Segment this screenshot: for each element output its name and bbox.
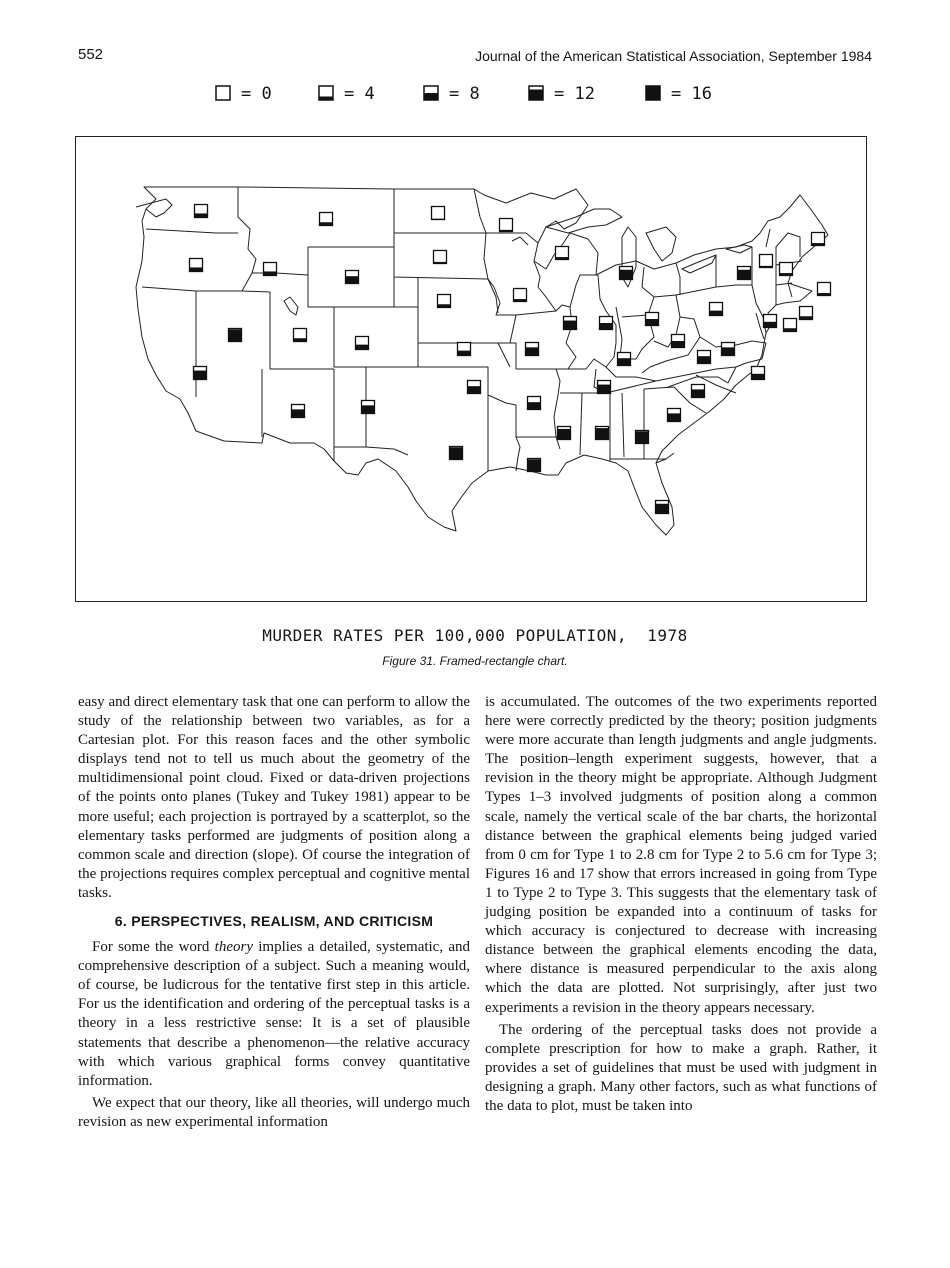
rate-fill-il bbox=[564, 321, 577, 330]
rate-fill-nm bbox=[362, 405, 375, 413]
rate-fill-mo bbox=[526, 347, 539, 355]
rate-marker-wv bbox=[672, 335, 685, 348]
rate-fill-wi bbox=[556, 257, 569, 259]
paragraph: For some the word theory implies a detailed, systematic, and comprehensive description of a subject. Such a meaning would, of course, be ludicrous for the tentative first step in this article. For us the identification and ordering of the perceptual tasks is a theory in a less restrictive sense: It is a set of plausible statements that describe a phenomenon—the relative accuracy with which various graphical forms convey quantitative information. bbox=[78, 939, 470, 1089]
rate-marker-tx bbox=[450, 447, 463, 460]
rate-marker-mt bbox=[320, 213, 333, 226]
rate-marker-az bbox=[292, 405, 305, 418]
rate-marker-va bbox=[698, 351, 711, 364]
rate-marker-ga bbox=[636, 431, 649, 444]
rate-marker-la bbox=[528, 459, 541, 472]
paragraph: is accumulated. The outcomes of the two experiments reported here were correctly predicted by the theory; position judgments were more accurate than length judgments and angle judgments. The position–length experiment suggests, however, that a revision in the theory might be appropriate. Although Judgment Types 1–3 involved judgments of position along a common scale, namely the vertical scale of the bar charts, the horizontal distance between the graphical elements being judged varied from 0 cm for Type 1 to 2.8 cm for Type 2 to 5.6 cm for Type 3; Figures 16 and 17 show that errors increased in going from Type 1 to Type 2 to Type 3. This suggests that the elementary task of judging position be expanded into a continuum of tasks for which accuracy is conjectured to decrease with increasing distance between the graphical elements encoding the data, where distance is measured perpendicular to the axis along which the data are plotted. Not surprisingly, after just two experiments a revision in the theory appears necessary. bbox=[485, 694, 877, 1016]
section-heading: 6. PERSPECTIVES, REALISM, AND CRITICISM bbox=[114, 913, 434, 930]
state-boundaries bbox=[136, 187, 828, 535]
rate-marker-ks bbox=[458, 343, 471, 356]
rate-fill-ok bbox=[468, 386, 481, 393]
rate-fill-ga bbox=[636, 431, 649, 443]
rate-marker-mo bbox=[526, 343, 539, 356]
rate-fill-mn bbox=[500, 230, 513, 232]
rate-marker-al bbox=[596, 427, 609, 440]
rate-fill-ca bbox=[194, 371, 207, 380]
rate-marker-ut bbox=[294, 329, 307, 342]
legend-swatch-4 bbox=[318, 85, 336, 103]
rate-fill-wa bbox=[195, 213, 208, 217]
rate-fill-nj bbox=[764, 322, 777, 328]
rate-marker-il bbox=[564, 317, 577, 330]
rate-marker-ia bbox=[514, 289, 527, 302]
rate-marker-de bbox=[752, 367, 765, 380]
rate-marker-ok bbox=[468, 381, 481, 394]
rate-fill-sd bbox=[434, 262, 447, 264]
rate-fill-ia bbox=[514, 299, 527, 301]
rate-fill-ms bbox=[558, 429, 571, 440]
rate-marker-ri bbox=[800, 307, 813, 320]
rate-fill-ky bbox=[618, 358, 631, 365]
rate-fill-or bbox=[190, 267, 203, 271]
rate-fill-al bbox=[596, 428, 609, 439]
body-column-left bbox=[78, 693, 470, 1135]
rate-fill-ks bbox=[458, 351, 471, 356]
running-head: Journal of the American Statistical Association, September 1984 bbox=[475, 48, 872, 64]
rate-fill-wv bbox=[672, 341, 685, 348]
rate-marker-id bbox=[264, 263, 277, 276]
rate-fill-co bbox=[356, 345, 369, 350]
rate-marker-fl bbox=[656, 501, 669, 514]
rate-fill-ny bbox=[738, 270, 751, 280]
rate-marker-ms bbox=[558, 427, 571, 440]
rate-fill-oh bbox=[646, 319, 659, 326]
rate-fill-ct bbox=[784, 328, 797, 331]
rate-marker-oh bbox=[646, 313, 659, 326]
legend-label: = 16 bbox=[671, 84, 712, 104]
us-outline bbox=[136, 187, 828, 535]
rate-fill-fl bbox=[656, 504, 669, 514]
rate-fill-la bbox=[528, 459, 541, 471]
rate-fill-id bbox=[264, 271, 277, 275]
legend-swatch-12 bbox=[528, 85, 546, 103]
rate-marker-or bbox=[190, 259, 203, 272]
rate-marker-sc bbox=[668, 409, 681, 422]
chart-title: MURDER RATES PER 100,000 POPULATION, 1978 bbox=[262, 626, 688, 645]
rate-marker-ma bbox=[818, 283, 831, 296]
rate-marker-mn bbox=[500, 219, 513, 232]
paragraph: The ordering of the perceptual tasks does not provide a complete prescription for how to make a graph. Rather, it provides a set of guidelines that must be used with judgment in designing a graph. Many other factors, such as what functions of the data to plot, must be taken into bbox=[485, 1021, 877, 1114]
page-number: 552 bbox=[78, 46, 104, 63]
rate-fill-ne bbox=[438, 304, 451, 307]
rate-fill-sc bbox=[668, 413, 681, 421]
rate-marker-nd bbox=[432, 207, 445, 220]
rate-fill-me bbox=[812, 243, 825, 245]
rate-marker-wa bbox=[195, 205, 208, 218]
rate-marker-nh bbox=[780, 263, 793, 276]
rate-fill-ar bbox=[528, 402, 541, 409]
rate-marker-mi bbox=[620, 267, 633, 280]
rate-marker-me bbox=[812, 233, 825, 246]
rate-marker-md bbox=[722, 343, 735, 356]
legend-label: = 0 bbox=[241, 84, 272, 104]
rate-fill-nd bbox=[432, 219, 445, 220]
legend-label: = 12 bbox=[554, 84, 595, 104]
rate-fill-tx bbox=[450, 447, 463, 459]
rate-fill-nv bbox=[229, 329, 242, 341]
rate-fill-az bbox=[292, 409, 305, 417]
rate-fill-ut bbox=[294, 338, 307, 341]
rate-marker-nc bbox=[692, 385, 705, 398]
rate-fill-mt bbox=[320, 222, 333, 225]
rate-marker-nv bbox=[229, 329, 242, 342]
rate-marker-nm bbox=[362, 401, 375, 414]
rate-marker-ny bbox=[738, 267, 751, 280]
rate-fill-in bbox=[600, 323, 613, 330]
rate-marker-in bbox=[600, 317, 613, 330]
rate-fill-nc bbox=[692, 389, 705, 397]
rate-fill-nh bbox=[780, 273, 793, 275]
legend-label: = 8 bbox=[449, 84, 480, 104]
rate-fill-va bbox=[698, 356, 711, 363]
rate-marker-ne bbox=[438, 295, 451, 308]
rate-marker-sd bbox=[434, 251, 447, 264]
rate-fill-de bbox=[752, 374, 765, 380]
rate-marker-co bbox=[356, 337, 369, 350]
rate-marker-nj bbox=[764, 315, 777, 328]
rate-marker-ca bbox=[194, 367, 207, 380]
rate-marker-wy bbox=[346, 271, 359, 284]
rate-fill-wy bbox=[346, 276, 359, 283]
rate-fill-ri bbox=[800, 316, 813, 319]
chart-legend bbox=[215, 84, 755, 106]
legend-swatch-16 bbox=[645, 85, 663, 103]
map-frame bbox=[75, 136, 867, 602]
rate-fill-mi bbox=[620, 270, 633, 280]
rate-marker-tn bbox=[598, 381, 611, 394]
rate-fill-tn bbox=[598, 385, 611, 394]
paragraph: easy and direct elementary task that one can perform to allow the study of the relationship between two variables, as for a Cartesian plot. For this reason faces and the other symbolic displays tend not to tell us much about the geometry of the multidimensional point cloud. Fixed or data-driven projections of the points onto planes (Tukey and Tukey 1981) appear to be more useful; each projection is portrayed by a scatterplot, so the elementary tasks performed are judgments of position along a common scale and direction (slope). Of course the integration of the projections requires complex perceptual and cognitive mental tasks. bbox=[78, 694, 470, 901]
legend-swatch-8 bbox=[423, 85, 441, 103]
rate-fill-ma bbox=[818, 293, 831, 295]
rate-fill-pa bbox=[710, 311, 723, 316]
rate-fill-vt bbox=[760, 266, 773, 268]
rate-marker-pa bbox=[710, 303, 723, 316]
legend-label: = 4 bbox=[344, 84, 375, 104]
paragraph: We expect that our theory, like all theories, will undergo much revision as new experimental information bbox=[78, 1094, 470, 1130]
figure-caption: Figure 31. Framed-rectangle chart. bbox=[382, 654, 568, 668]
us-map bbox=[76, 137, 866, 601]
rate-marker-ky bbox=[618, 353, 631, 366]
rate-marker-ct bbox=[784, 319, 797, 332]
legend-swatch-0 bbox=[215, 85, 233, 103]
body-column-right bbox=[485, 693, 877, 1119]
rate-marker-vt bbox=[760, 255, 773, 268]
rate-fill-md bbox=[722, 347, 735, 355]
rate-marker-ar bbox=[528, 397, 541, 410]
rate-marker-wi bbox=[556, 247, 569, 260]
